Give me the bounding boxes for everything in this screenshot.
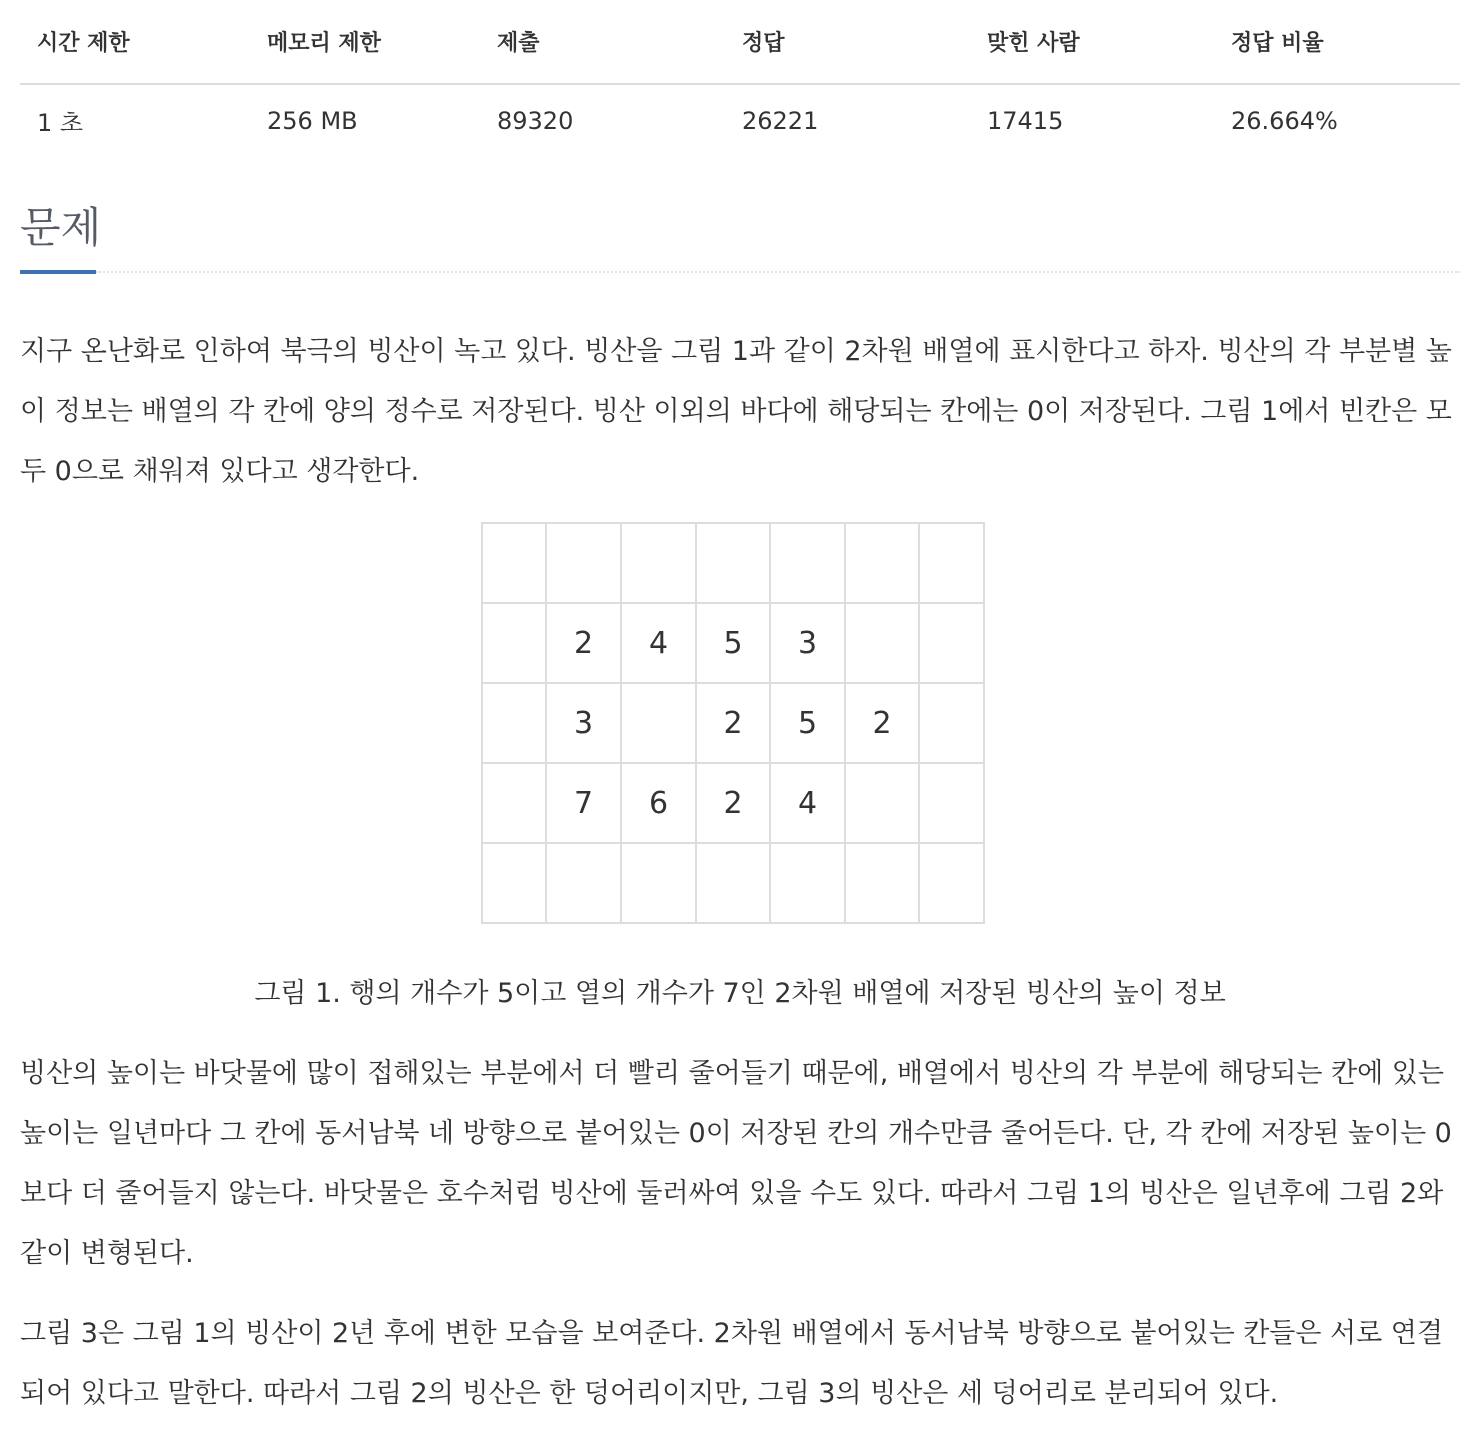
- grid-row: [482, 523, 984, 603]
- grid-cell: 5: [770, 683, 845, 763]
- grid-row: [482, 843, 984, 923]
- grid-cell: [482, 523, 546, 603]
- grid-cell: [845, 523, 919, 603]
- section-title: 문제: [20, 203, 102, 252]
- problem-info-table: [20, 0, 1460, 156]
- grid-cell: 3: [546, 683, 621, 763]
- grid-cell: 2: [696, 763, 770, 843]
- solved-users-header: 맞힌 사람: [970, 0, 1214, 84]
- grid-cell: 5: [696, 603, 770, 683]
- grid-cell: [621, 683, 696, 763]
- accept-ratio-header: 정답 비율: [1214, 0, 1460, 84]
- figure-caption: 그림 1. 행의 개수가 5이고 열의 개수가 7인 2차원 배열에 저장된 빙산의 높이 정보: [254, 978, 1226, 1009]
- grid-cell: [621, 523, 696, 603]
- grid-cell: [482, 603, 546, 683]
- section-divider: [96, 271, 1460, 273]
- submissions-header: 제출: [480, 0, 725, 84]
- grid-cell: [845, 763, 919, 843]
- time-limit-value: 1 초: [37, 109, 84, 137]
- section-title-underline: [20, 270, 96, 274]
- solved-users-value: 17415: [987, 106, 1064, 135]
- grid-cell: [919, 683, 984, 763]
- grid-cell: [845, 843, 919, 923]
- info-value-row: [20, 84, 1460, 156]
- grid-cell: [845, 603, 919, 683]
- accepted-header: 정답: [725, 0, 970, 84]
- grid-cell: [919, 603, 984, 683]
- grid-cell: [546, 843, 621, 923]
- grid-cell: [482, 843, 546, 923]
- time-limit-header: 시간 제한: [20, 0, 250, 84]
- grid-cell: [621, 843, 696, 923]
- grid-cell: 7: [546, 763, 621, 843]
- grid-cell: [919, 763, 984, 843]
- iceberg-grid-figure: [481, 522, 985, 924]
- problem-page: [20, 0, 1460, 1409]
- grid-cell: [482, 763, 546, 843]
- problem-section-header: [20, 190, 1460, 276]
- grid-cell: [919, 523, 984, 603]
- grid-row: [482, 763, 984, 843]
- info-header-row: [20, 0, 1460, 84]
- grid-cell: 4: [770, 763, 845, 843]
- grid-cell: 2: [546, 603, 621, 683]
- problem-paragraph-2: 빙산의 높이는 바닷물에 많이 접해있는 부분에서 더 빨리 줄어들기 때문에, 배열에서 빙산의 각 부분에 해당되는 칸에 있는 높이는 일년마다 그 칸에 동서남북 네 방향으로 붙어있는 0이 저장된 칸의 개수만큼 줄어든다. 단, 각 칸에 저장된 높이는 0보다 더 줄어들지 않는다. 바닷물은 호수처럼 빙산에 둘러싸여 있을 수도 있다. 따라서 그림 1의 빙산은 일년후에 그림 2와 같이 변형된다.: [20, 1058, 1452, 1269]
- memory-limit-header: 메모리 제한: [250, 0, 480, 84]
- problem-paragraph-1: 지구 온난화로 인하여 북극의 빙산이 녹고 있다. 빙산을 그림 1과 같이 2차원 배열에 표시한다고 하자. 빙산의 각 부분별 높이 정보는 배열의 각 칸에 양의 정수로 저장된다. 빙산 이외의 바다에 해당되는 칸에는 0이 저장된다. 그림 1에서 빈칸은 모두 0으로 채워져 있다고 생각한다.: [20, 336, 1452, 487]
- submissions-value: 89320: [497, 106, 574, 135]
- grid-cell: [696, 523, 770, 603]
- memory-limit-value: 256 MB: [267, 106, 358, 135]
- grid-cell: 2: [696, 683, 770, 763]
- grid-cell: 6: [621, 763, 696, 843]
- grid-cell: 4: [621, 603, 696, 683]
- grid-cell: [696, 843, 770, 923]
- grid-cell: 3: [770, 603, 845, 683]
- problem-paragraph-3: 그림 3은 그림 1의 빙산이 2년 후에 변한 모습을 보여준다. 2차원 배열에서 동서남북 방향으로 붙어있는 칸들은 서로 연결되어 있다고 말한다. 따라서 그림 2의 빙산은 한 덩어리이지만, 그림 3의 빙산은 세 덩어리로 분리되어 있다.: [20, 1318, 1443, 1409]
- grid-cell: [546, 523, 621, 603]
- accepted-value: 26221: [742, 106, 819, 135]
- grid-cell: [770, 843, 845, 923]
- grid-row: [482, 683, 984, 763]
- grid-row: [482, 603, 984, 683]
- grid-cell: [482, 683, 546, 763]
- grid-cell: 2: [845, 683, 919, 763]
- grid-cell: [770, 523, 845, 603]
- grid-cell: [919, 843, 984, 923]
- accept-ratio-value: 26.664%: [1231, 106, 1338, 135]
